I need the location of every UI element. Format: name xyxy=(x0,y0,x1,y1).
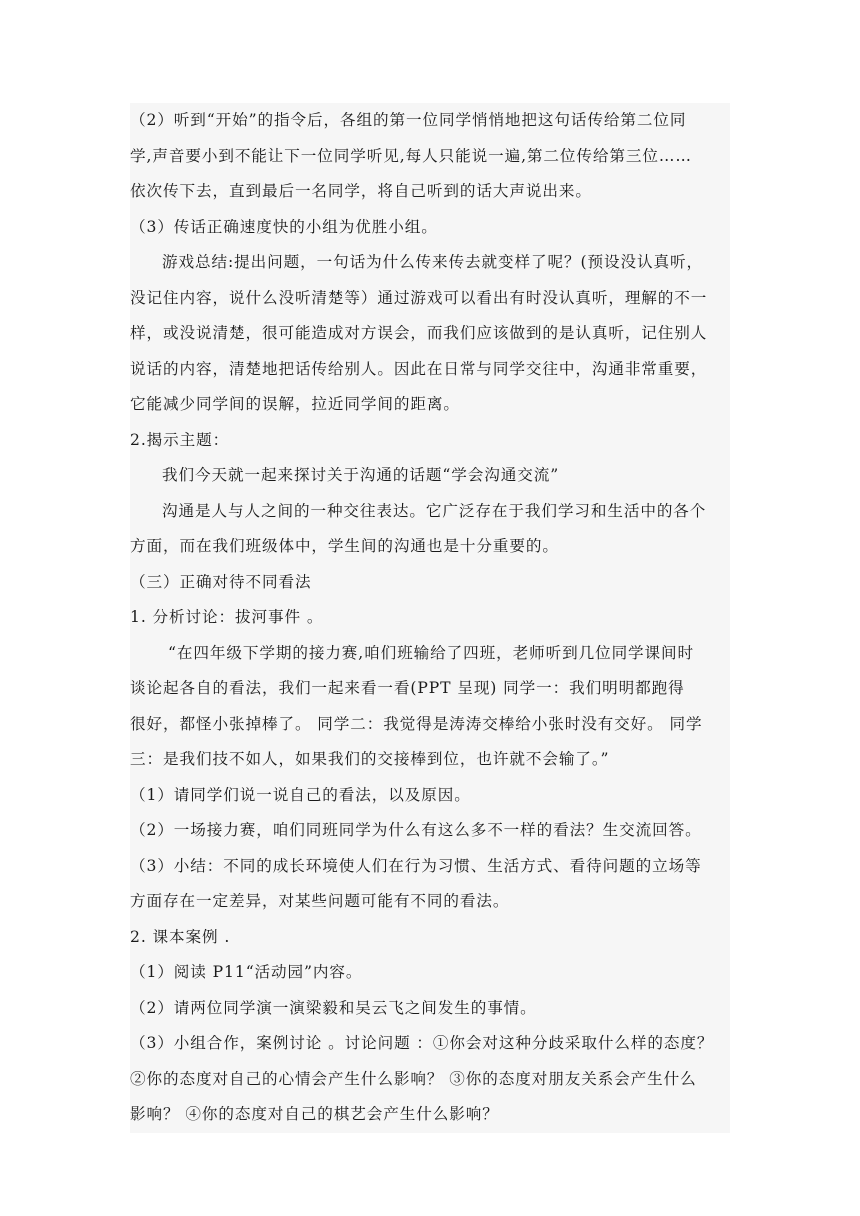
paragraph-line: （2）请两位同学演一演梁毅和吴云飞之间发生的事情。 xyxy=(130,991,730,1027)
paragraph-line: 三：是我们技不如人，如果我们的交接棒到位，也许就不会输了。” xyxy=(130,742,730,778)
paragraph-line: （1）请同学们说一说自己的看法，以及原因。 xyxy=(130,778,730,814)
paragraph-line: 很好，都怪小张掉棒了。 同学二：我觉得是涛涛交棒给小张时没有交好。 同学 xyxy=(130,707,730,743)
document-body xyxy=(130,103,730,1133)
section-heading: （三）正确对待不同看法 xyxy=(130,565,730,601)
paragraph-line: （2）一场接力赛，咱们同班同学为什么有这么多不一样的看法？生交流回答。 xyxy=(130,813,730,849)
paragraph-line: “在四年级下学期的接力赛,咱们班输给了四班，老师听到几位同学课间时 xyxy=(130,636,730,672)
paragraph-line: 沟通是人与人之间的一种交往表达。它广泛存在于我们学习和生活中的各个 xyxy=(130,494,730,530)
paragraph-line: 说话的内容，清楚地把话传给别人。因此在日常与同学交往中，沟通非常重要， xyxy=(130,352,730,388)
paragraph-line: 影响？ ④你的态度对自己的棋艺会产生什么影响？ xyxy=(130,1097,730,1133)
paragraph-line: 依次传下去，直到最后一名同学，将自己听到的话大声说出来。 xyxy=(130,174,730,210)
paragraph-line: 游戏总结:提出问题，一句话为什么传来传去就变样了呢？(预设没认真听， xyxy=(130,245,730,281)
paragraph-line: 方面存在一定差异，对某些问题可能有不同的看法。 xyxy=(130,884,730,920)
paragraph-line: （3）小结：不同的成长环境使人们在行为习惯、生活方式、看待问题的立场等 xyxy=(130,849,730,885)
paragraph-line: 它能减少同学间的误解，拉近同学间的距离。 xyxy=(130,387,730,423)
paragraph-line: ②你的态度对自己的心情会产生什么影响？ ③你的态度对朋友关系会产生什么 xyxy=(130,1062,730,1098)
paragraph-line: （3）传话正确速度快的小组为优胜小组。 xyxy=(130,210,730,246)
paragraph-line: （1）阅读 P11“活动园”内容。 xyxy=(130,955,730,991)
paragraph-line: 谈论起各自的看法，我们一起来看一看(PPT 呈现) 同学一：我们明明都跑得 xyxy=(130,671,730,707)
section-heading: 2.揭示主题： xyxy=(130,423,730,459)
paragraph-line: （2）听到“开始”的指令后，各组的第一位同学悄悄地把这句话传给第二位同 xyxy=(130,103,730,139)
paragraph-line: 没记住内容，说什么没听清楚等）通过游戏可以看出有时没认真听，理解的不一 xyxy=(130,281,730,317)
paragraph-line: 我们今天就一起来探讨关于沟通的话题“学会沟通交流” xyxy=(130,458,730,494)
paragraph-line: 方面，而在我们班级体中，学生间的沟通也是十分重要的。 xyxy=(130,529,730,565)
section-heading: 2. 课本案例 . xyxy=(130,920,730,956)
paragraph-line: 样，或没说清楚，很可能造成对方误会，而我们应该做到的是认真听，记住别人 xyxy=(130,316,730,352)
paragraph-line: 学,声音要小到不能让下一位同学听见,每人只能说一遍,第二位传给第三位…… xyxy=(130,139,730,175)
section-heading: 1. 分析讨论：拔河事件 。 xyxy=(130,600,730,636)
paragraph-line: （3）小组合作，案例讨论 。讨论问题 ：①你会对这种分歧采取什么样的态度？ xyxy=(130,1026,730,1062)
